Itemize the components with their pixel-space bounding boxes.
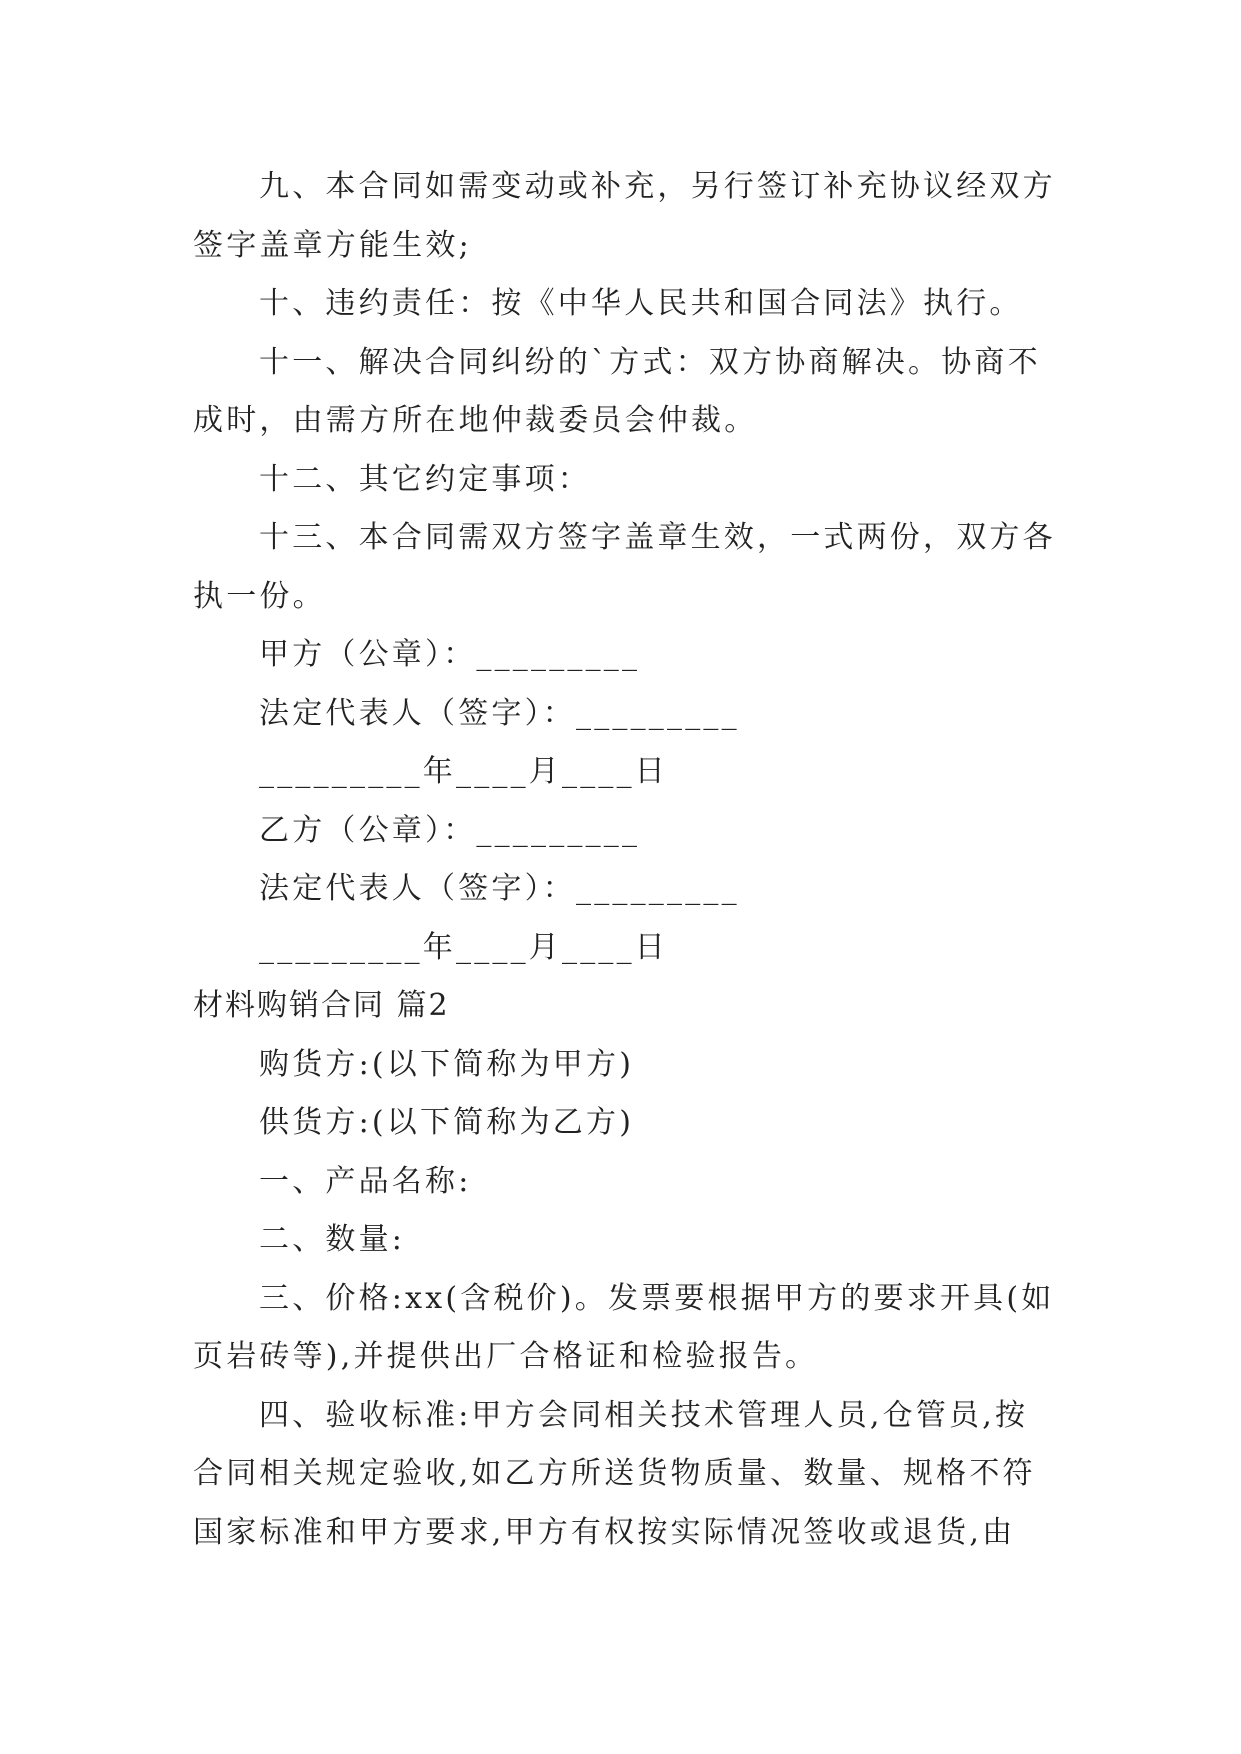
item-4-acceptance-line-2: 合同相关规定验收,如乙方所送货物质量、数量、规格不符 xyxy=(193,1456,1036,1491)
party-a-date: _________年____月____日 xyxy=(259,754,668,789)
clause-11-line-1: 十一、解决合同纠纷的`方式：双方协商解决。协商不 xyxy=(259,344,1041,380)
item-3-price-line-2: 页岩砖等),并提供出厂合格证和检验报告。 xyxy=(193,1339,819,1374)
clause-9-line-2: 签字盖章方能生效; xyxy=(193,227,472,263)
item-4-acceptance-line-3: 国家标准和甲方要求,甲方有权按实际情况签收或退货,由 xyxy=(193,1514,1016,1550)
party-a-representative: 法定代表人（签字）：_________ xyxy=(259,695,740,731)
clause-11-line-2: 成时，由需方所在地仲裁委员会仲裁。 xyxy=(193,403,758,438)
item-1-product-name: 一、产品名称: xyxy=(259,1163,472,1199)
party-b-date: _________年____月____日 xyxy=(259,929,668,965)
clause-13-line-1: 十三、本合同需双方签字盖章生效，一式两份，双方各 xyxy=(259,520,1056,555)
clause-10: 十、违约责任：按《中华人民共和国合同法》执行。 xyxy=(259,286,1023,321)
document-body xyxy=(193,158,1056,1562)
item-3-price-line-1: 三、价格:xx(含税价)。发票要根据甲方的要求开具(如 xyxy=(259,1280,1055,1316)
clause-12: 十二、其它约定事项： xyxy=(259,461,591,497)
party-b-seal: 乙方（公章）：_________ xyxy=(259,812,641,848)
section-heading: 材料购销合同 篇2 xyxy=(193,988,450,1023)
buyer-line: 购货方:(以下简称为甲方) xyxy=(259,1046,635,1082)
item-4-acceptance-line-1: 四、验收标准:甲方会同相关技术管理人员,仓管员,按 xyxy=(259,1397,1029,1433)
supplier-line: 供货方:(以下简称为乙方) xyxy=(259,1105,635,1140)
item-2-quantity: 二、数量: xyxy=(259,1222,406,1257)
party-a-seal: 甲方（公章）：_________ xyxy=(259,637,641,672)
clause-9-line-1: 九、本合同如需变动或补充，另行签订补充协议经双方 xyxy=(259,169,1056,204)
party-b-representative: 法定代表人（签字）：_________ xyxy=(259,871,740,906)
clause-13-line-2: 执一份。 xyxy=(193,578,326,614)
